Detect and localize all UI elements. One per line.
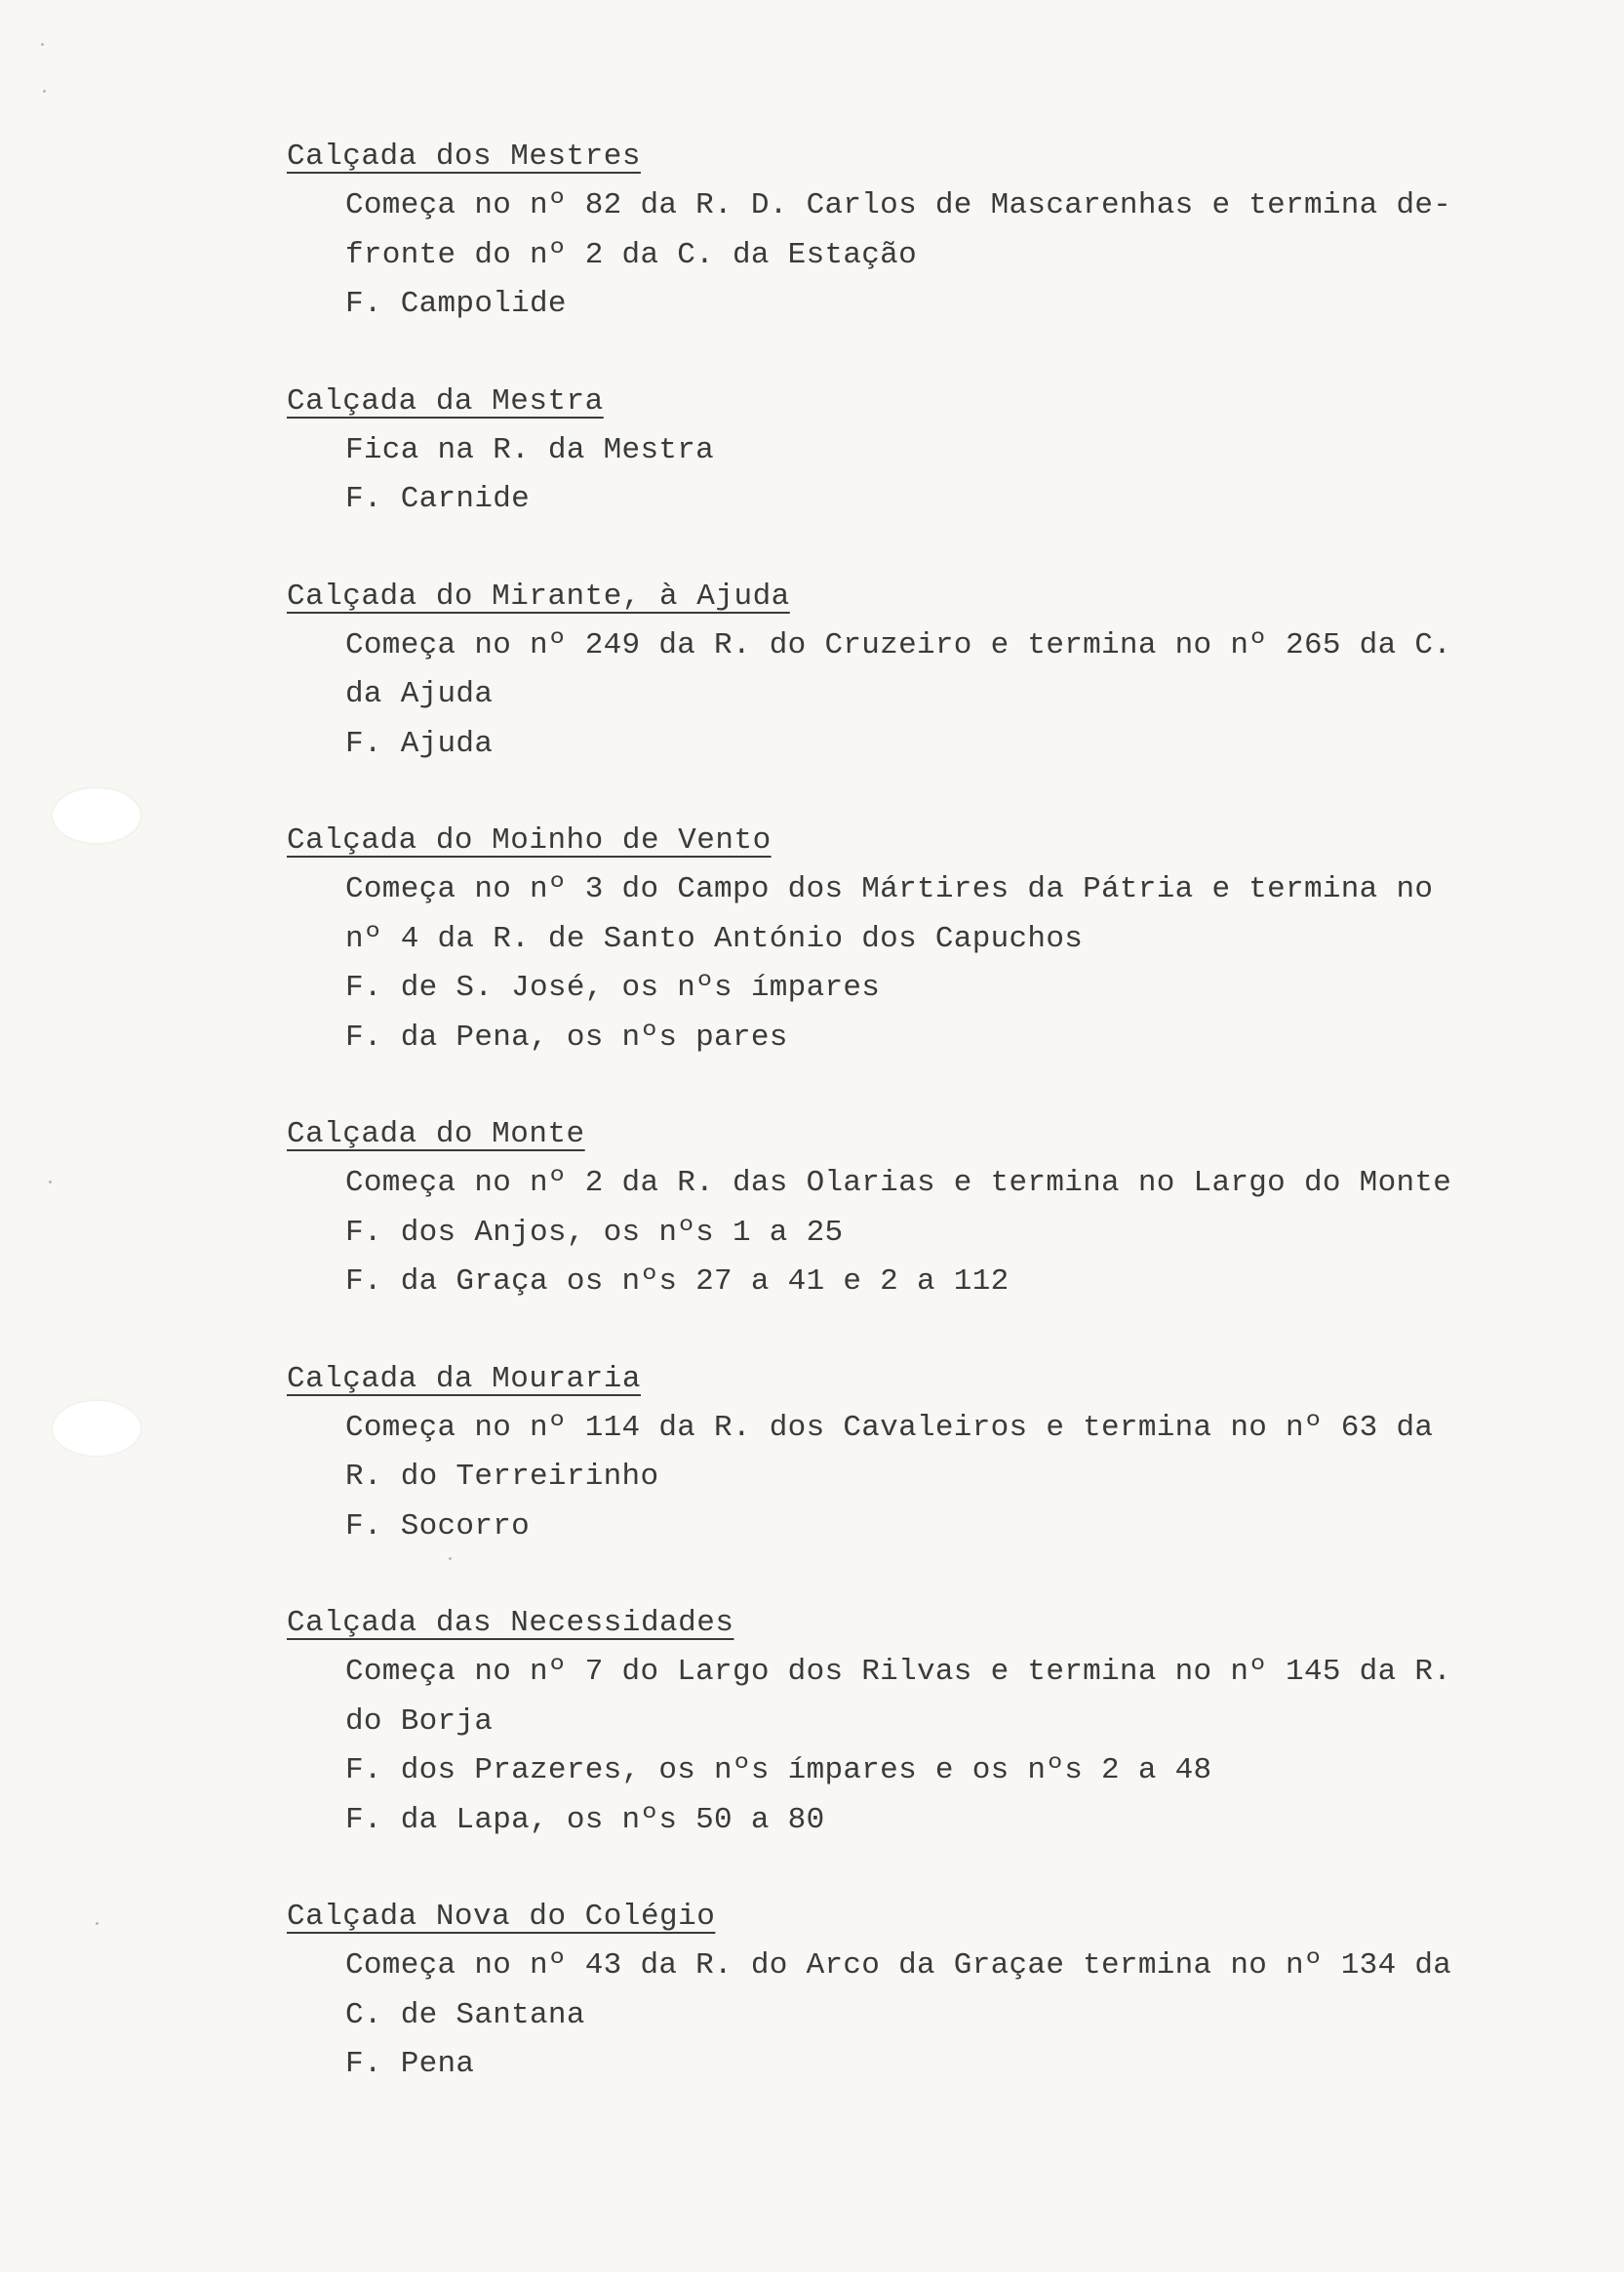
entry-description-line: fronte do nº 2 da C. da Estação xyxy=(345,237,917,272)
entry-parish-line: F. Socorro xyxy=(345,1508,531,1543)
entry-description-line: Começa no nº 3 do Campo dos Mártires da Pátria e termina no xyxy=(345,872,1434,906)
street-entry xyxy=(287,1110,1555,1307)
entry-description-line: C. de Santana xyxy=(345,1997,585,2032)
entry-parish-line: F. da Lapa, os nºs 50 a 80 xyxy=(345,1802,825,1837)
street-entry xyxy=(287,817,1555,1062)
street-name: Calçada dos Mestres xyxy=(287,140,641,174)
paper-speck xyxy=(41,43,44,46)
street-name: Calçada das Necessidades xyxy=(287,1606,734,1640)
street-entry xyxy=(287,1599,1555,1845)
street-name: Calçada do Mirante, à Ajuda xyxy=(287,579,790,614)
entry-description-line: Começa no nº 43 da R. do Arco da Graçae termina no nº 134 da xyxy=(345,1948,1452,1983)
street-entry xyxy=(287,573,1555,770)
entry-description-line: R. do Terreirinho xyxy=(345,1460,659,1494)
punch-hole-bottom xyxy=(53,1401,140,1456)
entry-parish-line: F. Campolide xyxy=(345,287,567,321)
entry-parish-line: F. Carnide xyxy=(345,482,531,516)
entry-parish-line: F. Ajuda xyxy=(345,726,494,761)
paper-bottom-edge xyxy=(0,2272,1624,2284)
street-name: Calçada do Moinho de Vento xyxy=(287,823,772,858)
entry-parish-line: F. dos Anjos, os nºs 1 a 25 xyxy=(345,1215,844,1250)
entry-parish-line: F. dos Prazeres, os nºs ímpares e os nºs 2 a 48 xyxy=(345,1753,1212,1787)
street-entry xyxy=(287,133,1555,330)
street-entry xyxy=(287,378,1555,525)
paper-speck xyxy=(49,1181,52,1183)
street-entry xyxy=(287,1355,1555,1552)
entry-parish-line: F. da Graça os nºs 27 a 41 e 2 a 112 xyxy=(345,1264,1010,1299)
street-name: Calçada da Mouraria xyxy=(287,1361,641,1396)
entry-description-line: Começa no nº 2 da R. das Olarias e termina no Largo do Monte xyxy=(345,1166,1452,1200)
street-name: Calçada da Mestra xyxy=(287,383,604,419)
entry-description-line: Começa no nº 249 da R. do Cruzeiro e termina no nº 265 da C. xyxy=(345,627,1452,662)
entry-description-line: nº 4 da R. de Santo António dos Capuchos xyxy=(345,921,1084,956)
street-name: Calçada Nova do Colégio xyxy=(287,1900,716,1934)
entry-parish-line: F. de S. José, os nºs ímpares xyxy=(345,971,881,1005)
entry-description-line: do Borja xyxy=(345,1703,494,1739)
paper-speck xyxy=(43,90,46,93)
entry-parish-line: F. da Pena, os nºs pares xyxy=(345,1020,788,1055)
street-name: Calçada do Monte xyxy=(287,1117,585,1151)
paper-speck xyxy=(96,1922,99,1925)
entry-description-line: da Ajuda xyxy=(345,677,494,711)
entry-description-line: Começa no nº 7 do Largo dos Rilvas e termina no nº 145 da R. xyxy=(345,1655,1452,1689)
entry-description-line: Começa no nº 82 da R. D. Carlos de Mascarenhas e termina de- xyxy=(345,188,1452,222)
street-entries-list xyxy=(287,133,1555,2138)
entry-description-line: Começa no nº 114 da R. dos Cavaleiros e termina no nº 63 da xyxy=(345,1410,1434,1445)
entry-description-line: Fica na R. da Mestra xyxy=(345,432,715,467)
street-entry xyxy=(287,1893,1555,2090)
entry-parish-line: F. Pena xyxy=(345,2047,475,2081)
punch-hole-top xyxy=(53,788,140,843)
